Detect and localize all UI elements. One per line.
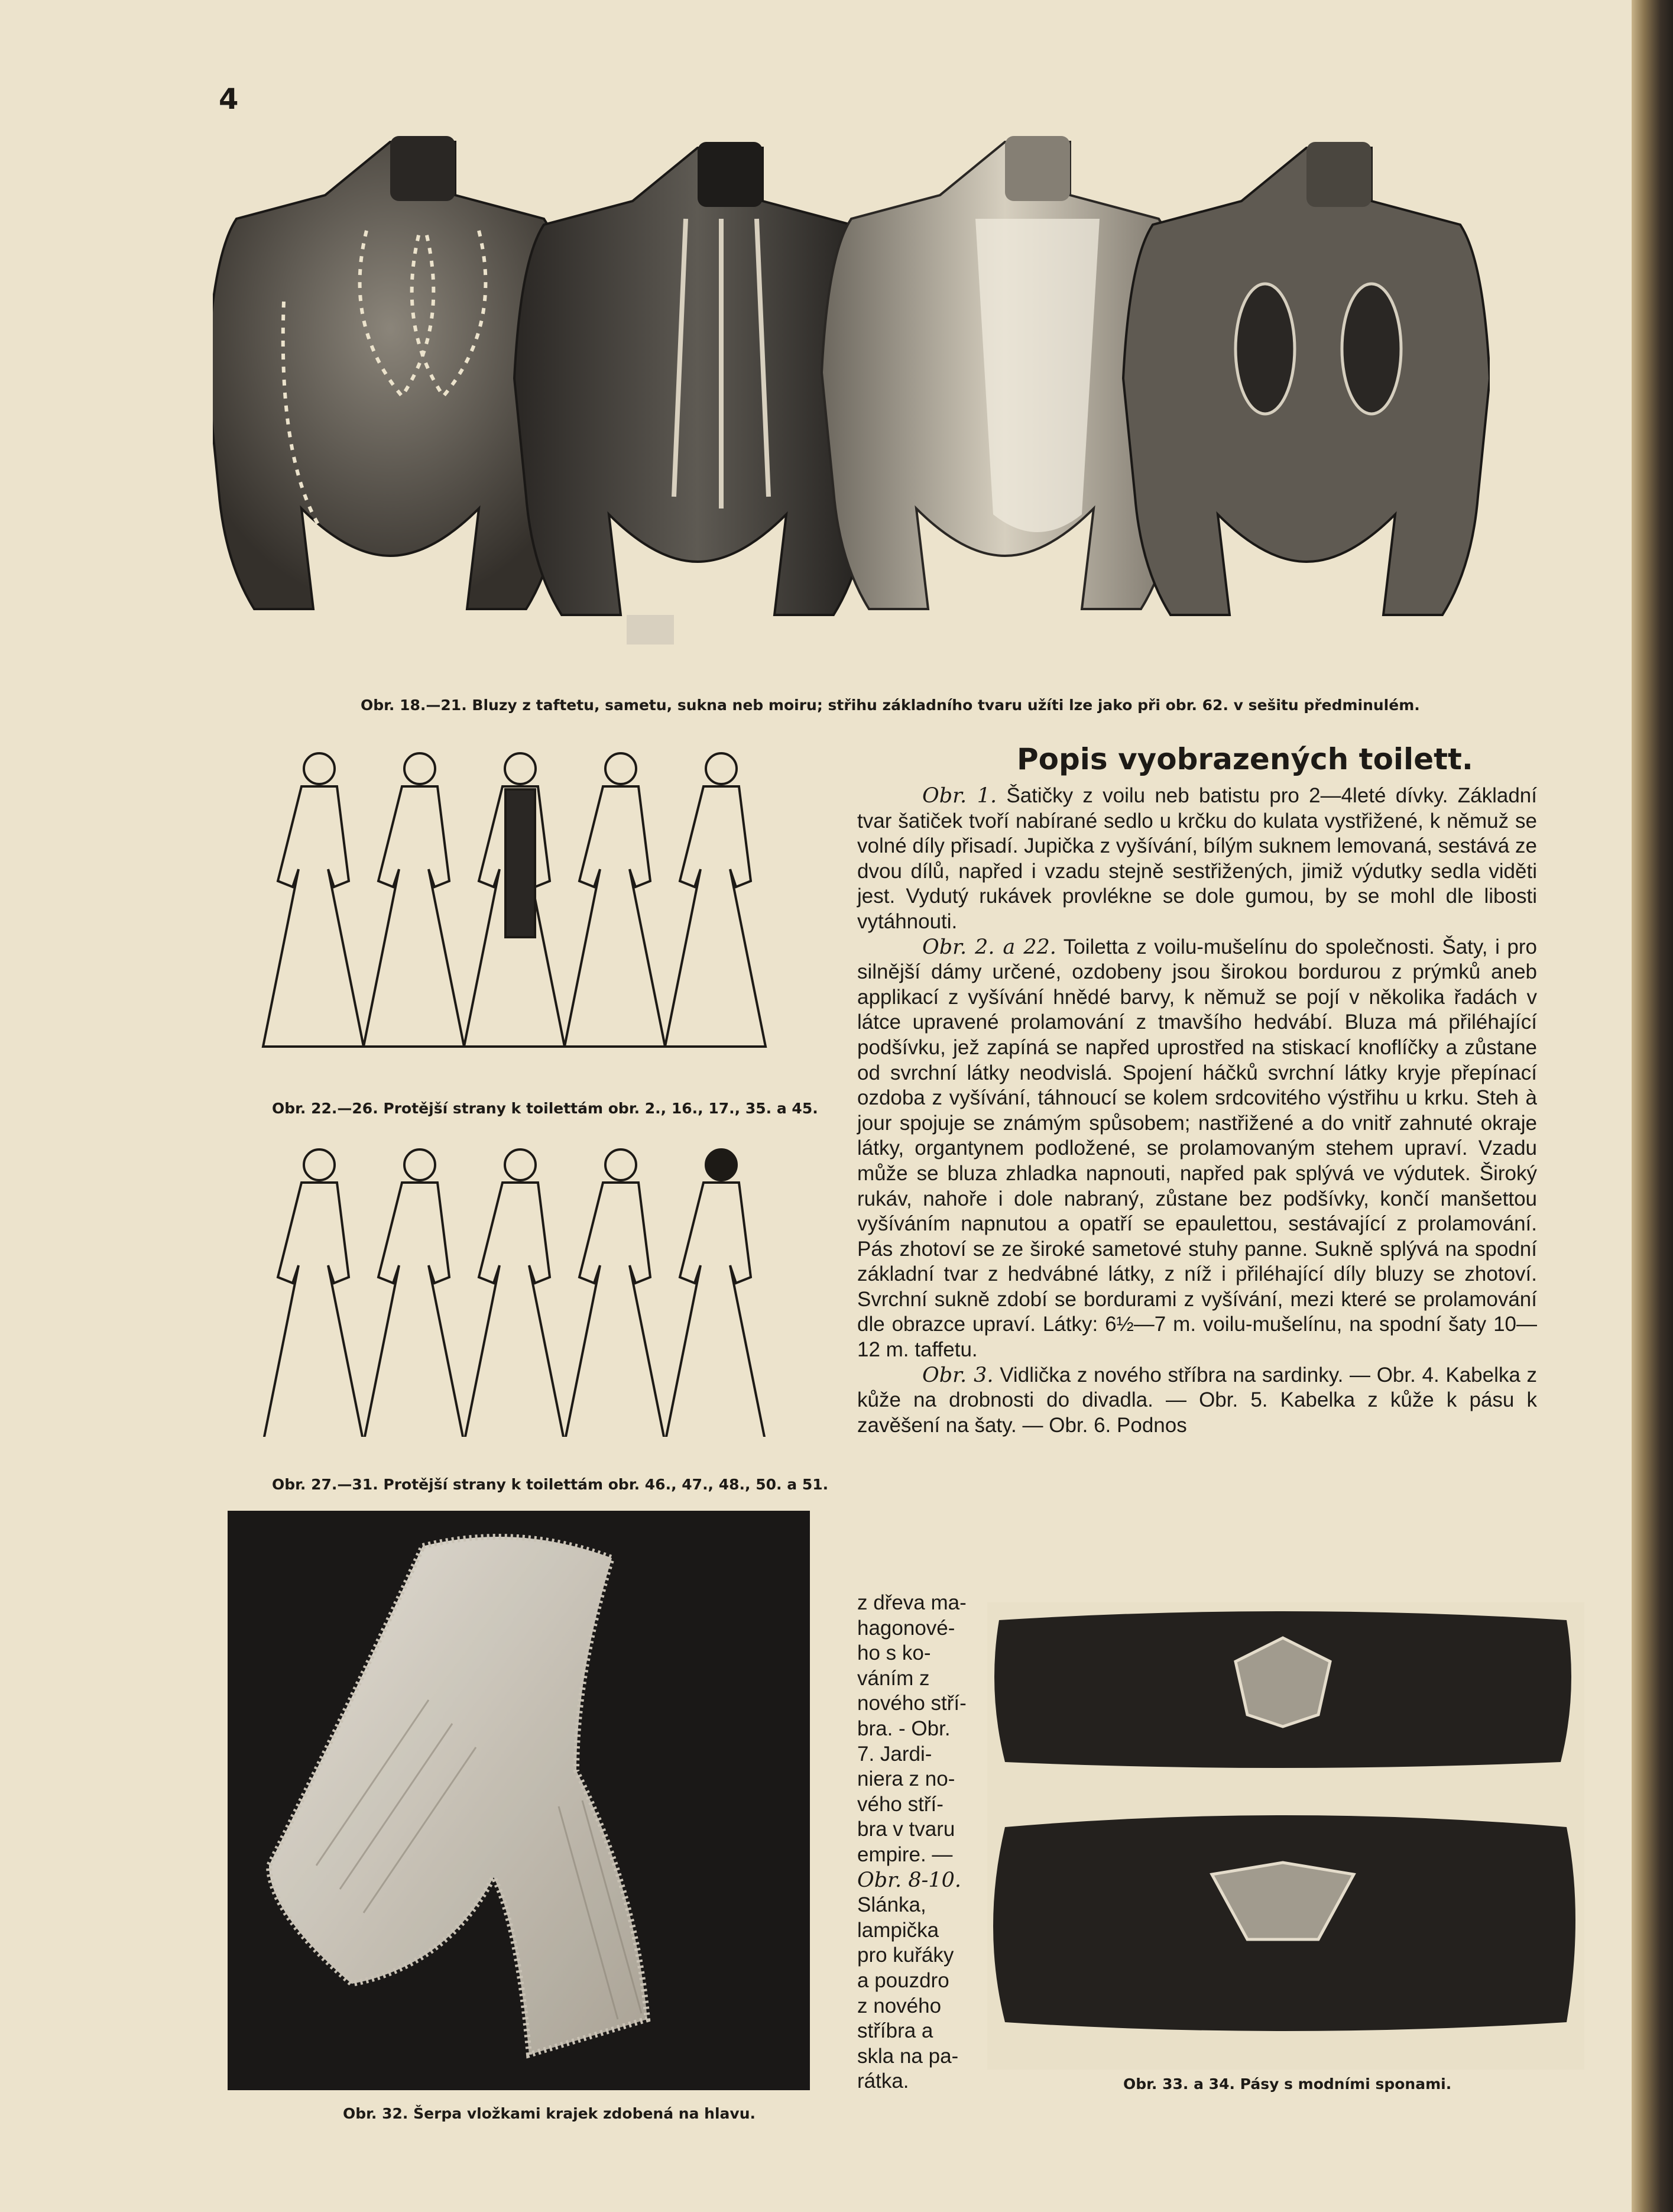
narrow-column [857, 1591, 990, 2094]
narrow-line: stříbra a [857, 2019, 933, 2043]
narrow-line: lampička [857, 1918, 939, 1942]
blouses-caption: Obr. 18.—21. Bluzy z taftetu, sametu, sukna neb moiru; střihu základního tvaru užíti lze jako při obr. 62. v sešitu předminulém. [361, 697, 1420, 714]
dress-backs-illustration-1 [260, 745, 792, 1052]
narrow-line: Obr. 8-10. [857, 1868, 961, 1892]
narrow-line: niera z no- [857, 1767, 955, 1791]
paragraph-obr-3 [857, 1363, 1537, 1439]
belts-photo [987, 1602, 1584, 2070]
narrow-line: 7. Jardi- [857, 1742, 932, 1766]
narrow-line: skla na pa- [857, 2044, 959, 2068]
blouses-illustration [213, 130, 1490, 680]
narrow-line: a pouzdro [857, 1968, 949, 1992]
narrow-line: Slánka, [857, 1893, 926, 1917]
dress-backs-caption-2: Obr. 27.—31. Protější strany k toilettám obr. 46., 47., 48., 50. a 51. [272, 1476, 829, 1493]
narrow-line: vého stří- [857, 1792, 944, 1816]
narrow-line: pro kuřáky [857, 1944, 954, 1967]
scarf-photo [228, 1511, 810, 2090]
narrow-line: z nového [857, 1994, 942, 2017]
dress-backs-caption-1: Obr. 22.—26. Protější strany k toilettám obr. 2., 16., 17., 35. a 45. [272, 1100, 818, 1117]
narrow-line: nového stří- [857, 1692, 967, 1715]
belts-caption: Obr. 33. a 34. Pásy s modními sponami. [1123, 2075, 1452, 2093]
figure-label: Obr. 2. a 22. [922, 935, 1056, 959]
narrow-line: váním z [857, 1666, 930, 1690]
scarf-caption: Obr. 32. Šerpa vložkami krajek zdobená na hlavu. [343, 2105, 756, 2122]
paragraph-text: Šatičky z voilu neb batistu pro 2—4leté dívky. Základní tvar šatiček tvoří nabírané sedlo u krčku do kulata vystřižené, k němuž se volné díly přisadí. Jupička z vyšívání, bílým suknem lemovaná, sestává ze dvou dílů, napřed i vzadu stejně sestřižených, jimiž výdutky sedla viděti jest. Vydutý rukávek provlékne se dole gumou, by se mohl dle libosti vytáhnouti. [857, 784, 1537, 933]
blouse-4 [1123, 142, 1490, 615]
book-spine [1632, 0, 1673, 2212]
paragraph-text: Vidlička z nového stříbra na sardinky. — Obr. 4. Kabelka z kůže na drobnosti do divadla. — Obr. 5. Kabelka z kůže k pásu k zavěšení na šaty. — Obr. 6. Podnos [857, 1363, 1537, 1437]
paragraph-text: Toiletta z voilu-mušelínu do společnosti. Šaty, i pro silnější dámy určené, ozdobeny jsou širokou bordurou z prýmků aneb applikací z vyšívání hnědé barvy, k němuž se pojí v několika řadách v látce upravené prolamování z tmavšího hedvábí. Bluza má přiléhající podšívku, jež zapíná se napřed uprostřed na stiskací knoflíčky a zůstane od svrchní látky neodvislá. Spojení háčků svrchní látky kryje přepínací ozdoba z vyšívání, táhnoucí se kolem srdcovitého výstřihu u krku. Steh à jour spojuje se známým spůsobem; nastřižené a do vnitř zahnuté okraje látky, organtynem podložené, se prolamovaným stehem upraví. Vzadu může se bluza zhladka napnouti, napřed pak splývá ve výdutek. Široký rukáv, nahoře i dole nabraný, zůstane bez podšívky, končí manšettou vyšíváním napnutou a opatří se epaulettou, sestávající z prolamování. Pás zhotoví se ze široké sametové stuhy panne. Sukně splývá na spodní základní tvar z hedvábné látky, z níž i přiléhající díly bluzy se zhotoví. Svrchní sukně zdobí se bordurami z vyšívání, mezi které se prolamování dle obrazce upraví. Látky: 6½—7 m. voilu-mušelínu, na spodní šaty 10—12 m. taffetu. [857, 935, 1537, 1362]
dress-backs-illustration-2 [260, 1141, 792, 1437]
narrow-line: bra v tvaru [857, 1818, 955, 1841]
narrow-line: hagonové- [857, 1616, 955, 1640]
article-heading: Popis vyobrazených toilett. [1017, 742, 1473, 776]
narrow-line: ho s ko- [857, 1641, 931, 1665]
narrow-line: z dřeva ma- [857, 1591, 967, 1614]
figure-label: Obr. 3. [922, 1363, 994, 1387]
narrow-line: empire. — [857, 1842, 953, 1866]
paragraph-obr-1 [857, 783, 1537, 935]
figure-label: Obr. 1. [922, 784, 997, 808]
page-number: 4 [219, 83, 239, 116]
narrow-line: bra. - Obr. [857, 1717, 951, 1740]
narrow-line: rátka. [857, 2070, 909, 2093]
paragraph-obr-2 [857, 935, 1537, 1363]
article-body [857, 783, 1537, 1438]
